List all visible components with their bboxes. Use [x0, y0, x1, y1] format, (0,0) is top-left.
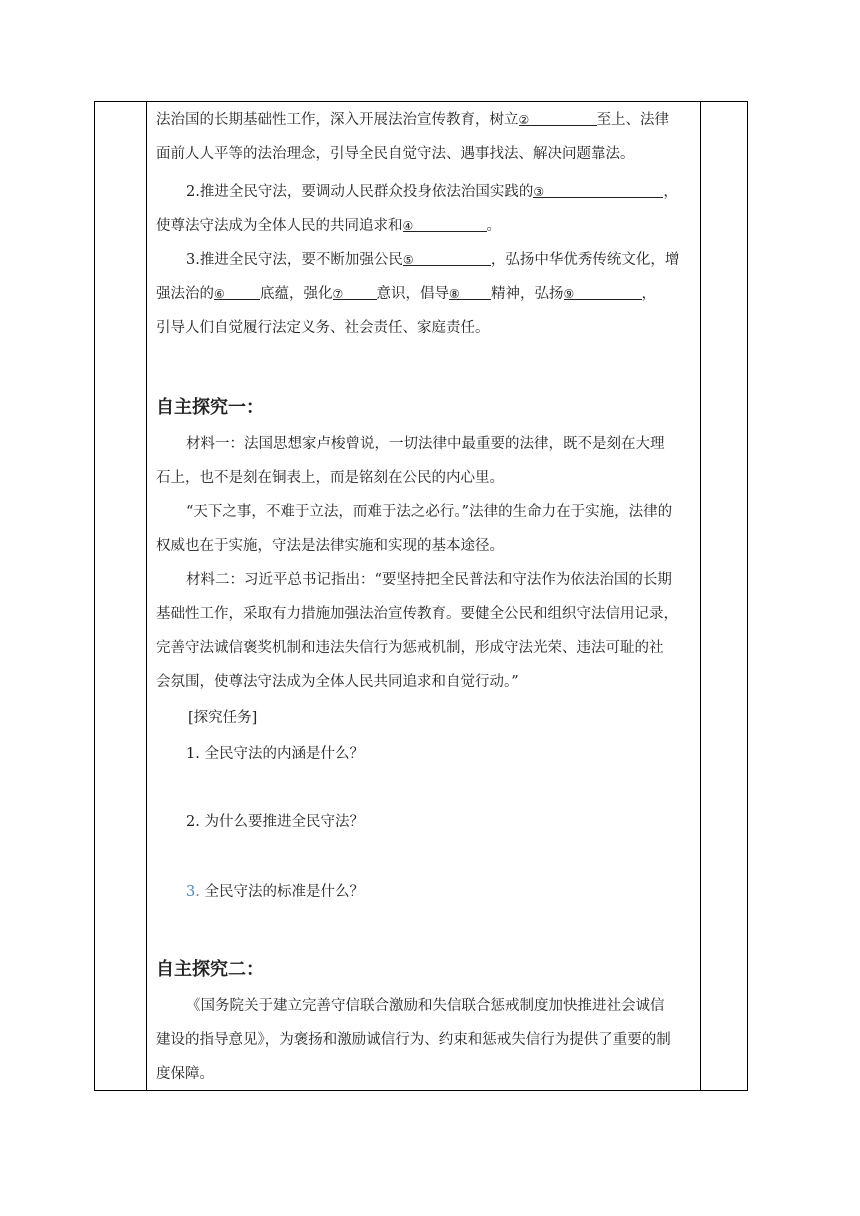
explore2-line2: 建设的指导意见》，为褒扬和激励诚信行为、约束和惩戒失信行为提供了重要的制 [156, 1032, 671, 1048]
question-3-text: 全民守法的标准是什么？ [204, 884, 364, 900]
table-top-border [94, 101, 748, 102]
material2-line3: 完善守法诚信褒奖机制和违法失信行为惩戒机制，形成守法光荣、违法可耻的社 [156, 640, 664, 656]
explore1-heading: 自主探究一： [156, 397, 264, 418]
material1-line1: 材料一：法国思想家卢梭曾说，一切法律中最重要的法律，既不是刻在大理 [186, 436, 665, 452]
explore2-line1: 《国务院关于建立完善守信联合激励和失信联合惩戒制度加快推进社会诚信 [186, 998, 665, 1014]
text-line-2: 面前人人平等的法治理念，引导全民自觉守法、遇事找法、解决问题靠法。 [156, 146, 635, 162]
explore2-heading: 自主探究二： [156, 959, 264, 980]
material2-line1: 材料二：习近平总书记指出：“要坚持把全民普法和守法作为依法治国的长期 [186, 572, 672, 588]
question-3-number: 3. [186, 884, 200, 900]
material2-line2: 基础性工作，采取有力措施加强法治宣传教育。要健全公民和组织守法信用记录， [156, 606, 678, 622]
material2-line4: 会氛围，使尊法守法成为全体人民共同追求和自觉行动。” [156, 674, 519, 690]
material1-line4: 权威也在于实施，守法是法律实施和实现的基本途径。 [156, 538, 504, 554]
blank-9[interactable]: ⑨ [564, 284, 642, 300]
table-border-inner-left [146, 101, 147, 1091]
blank-2[interactable]: ② [519, 110, 597, 126]
table-border-left [94, 101, 95, 1091]
question-3 [186, 882, 364, 902]
blank-4[interactable]: ④ [403, 216, 487, 232]
fill-line-4: 使尊法守法成为全体人民的共同追求和④ 。 [156, 218, 501, 234]
question-1-number: 1. [186, 746, 200, 762]
fill-line-1: 法治国的长期基础性工作，深入开展法治宣传教育，树立② 至上、法律 [156, 112, 669, 128]
blank-7[interactable]: ⑦ [333, 284, 377, 300]
fill-line-3: 2.推进全民守法，要调动人民群众投身依法治国实践的③ ， [186, 184, 678, 200]
table-bottom-border [94, 1090, 748, 1091]
explore2-line3: 度保障。 [156, 1066, 214, 1082]
blank-5[interactable]: ⑤ [403, 250, 491, 266]
text-line-7: 引导人们自觉履行法定义务、社会责任、家庭责任。 [156, 320, 490, 336]
question-2-number: 2. [186, 814, 200, 830]
question-2 [186, 812, 364, 832]
question-2-text: 为什么要推进全民守法？ [204, 814, 364, 830]
task-label: [探究任务] [188, 710, 258, 726]
fill-line-5: 3.推进全民守法，要不断加强公民⑤ ，弘扬中华优秀传统文化，增 [186, 252, 680, 268]
material1-line3: “天下之事，不难于立法，而难于法之必行。”法律的生命力在于实施，法律的 [186, 504, 673, 520]
question-1 [186, 744, 364, 764]
blank-3[interactable]: ③ [533, 182, 663, 198]
blank-8[interactable]: ⑧ [449, 284, 491, 300]
table-border-right [747, 101, 748, 1091]
fill-line-6: 强法治的⑥ 底蕴，强化⑦ 意识，倡导⑧ 精神，弘扬⑨ ， [156, 286, 656, 302]
blank-6[interactable]: ⑥ [214, 284, 260, 300]
table-border-inner-right [700, 101, 701, 1091]
question-1-text: 全民守法的内涵是什么？ [204, 746, 364, 762]
material1-line2: 石上，也不是刻在铜表上，而是铭刻在公民的内心里。 [156, 470, 504, 486]
